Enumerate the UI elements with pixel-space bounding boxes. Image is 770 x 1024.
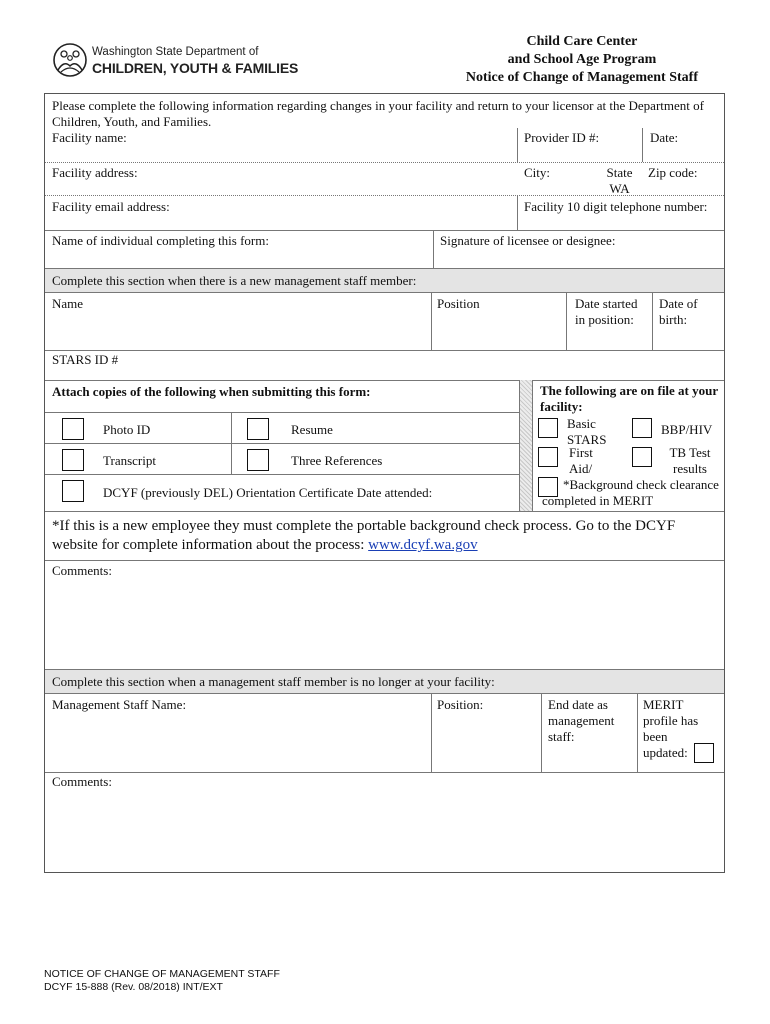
bbp-hiv-checkbox[interactable] xyxy=(632,418,652,438)
orientation-certificate-checkbox[interactable] xyxy=(62,480,84,502)
footer-form-title: NOTICE OF CHANGE OF MANAGEMENT STAFF xyxy=(44,968,280,980)
tb-test-label: TB Test results xyxy=(669,445,711,476)
date-field[interactable] xyxy=(642,128,724,162)
dcyf-website-link[interactable]: www.dcyf.wa.gov xyxy=(368,537,478,553)
resume-label: Resume xyxy=(291,422,333,437)
city-field[interactable] xyxy=(517,162,642,195)
form-title xyxy=(466,33,698,87)
date-started-field[interactable] xyxy=(566,293,652,350)
provider-id-field[interactable] xyxy=(517,128,642,162)
tb-test-checkbox[interactable] xyxy=(632,447,652,467)
attach-copies-heading: Attach copies of the following when submitting this form: xyxy=(52,384,371,399)
facility-name-field[interactable] xyxy=(45,128,517,162)
photo-id-checkbox[interactable] xyxy=(62,418,84,440)
facility-address-field[interactable] xyxy=(45,162,517,195)
footer-form-number: DCYF 15-888 (Rev. 08/2018) INT/EXT xyxy=(44,981,223,993)
facility-address-label: Facility address: xyxy=(52,165,138,180)
merit-updated-label: MERIT profile has been updated: xyxy=(643,697,699,760)
date-of-birth-field[interactable] xyxy=(652,293,724,350)
departing-position-field[interactable] xyxy=(431,694,541,772)
on-file-heading: The following are on file at your facility: xyxy=(540,383,718,414)
city-label: City: xyxy=(524,165,551,180)
departing-staff-section-header: Complete this section when a management staff member is no longer at your facility: xyxy=(52,674,495,689)
first-aid-label: First Aid/ xyxy=(569,445,593,476)
facility-email-field[interactable] xyxy=(45,195,517,230)
departing-comments-field[interactable] xyxy=(45,772,724,872)
zip-field[interactable] xyxy=(642,162,724,195)
agency-logo xyxy=(52,42,299,82)
end-date-field[interactable] xyxy=(541,694,637,772)
orientation-certificate-label: DCYF (previously DEL) Orientation Certificate Date attended: xyxy=(103,485,433,500)
new-staff-comments-label: Comments: xyxy=(52,563,112,578)
management-staff-name-field[interactable] xyxy=(45,694,431,772)
form-footer xyxy=(44,968,280,994)
new-staff-section-header: Complete this section when there is a new management staff member: xyxy=(52,273,417,288)
state-label-text: State xyxy=(606,165,633,180)
facility-email-label: Facility email address: xyxy=(52,199,170,214)
completer-name-label: Name of individual completing this form: xyxy=(52,233,269,248)
new-staff-name-label: Name xyxy=(52,296,84,311)
basic-stars-checkbox[interactable] xyxy=(538,418,558,438)
date-started-label: Date started in position: xyxy=(575,296,638,327)
state-value: WA xyxy=(609,181,630,196)
title-line1: Child Care Center xyxy=(526,34,638,49)
departing-position-label: Position: xyxy=(437,697,484,712)
basic-stars-label: Basic STARS xyxy=(567,416,607,446)
end-date-label: End date as management staff: xyxy=(548,697,615,744)
facility-phone-label: Facility 10 digit telephone number: xyxy=(524,199,708,214)
background-check-label: *Background check clearance completed in MERIT xyxy=(542,477,719,508)
new-staff-name-field[interactable] xyxy=(45,293,431,350)
title-line2: and School Age Program xyxy=(507,52,657,67)
stars-id-field[interactable] xyxy=(45,350,724,380)
background-check-notice xyxy=(52,517,717,555)
background-check-notice-text: *If this is a new employee they must complete the portable background check process. Go to the DCYF website for complete information about the process: xyxy=(52,518,676,553)
date-label: Date: xyxy=(650,130,679,145)
date-of-birth-label: Date of birth: xyxy=(659,296,698,327)
merit-updated-checkbox[interactable] xyxy=(694,743,714,763)
new-staff-comments-field[interactable] xyxy=(45,560,724,669)
first-aid-checkbox[interactable] xyxy=(538,447,558,467)
form-body xyxy=(44,93,725,873)
family-figures-icon xyxy=(52,42,88,78)
signature-field[interactable] xyxy=(433,230,724,268)
title-line3: Notice of Change of Management Staff xyxy=(465,70,698,85)
departing-comments-label: Comments: xyxy=(52,774,112,789)
intro-text: Please complete the following information regarding changes in your facility and return to your licensor at the Department of Children, Youth, and Families. xyxy=(52,98,704,129)
agency-name-line2: CHILDREN, YOUTH & FAMILIES xyxy=(92,60,299,76)
new-staff-position-label: Position xyxy=(437,296,480,311)
management-staff-name-label: Management Staff Name: xyxy=(52,697,187,712)
zip-label: Zip code: xyxy=(648,165,698,180)
new-staff-position-field[interactable] xyxy=(431,293,566,350)
facility-phone-field[interactable] xyxy=(517,195,724,230)
bbp-hiv-label: BBP/HIV xyxy=(661,422,713,437)
stars-id-label: STARS ID # xyxy=(52,352,119,367)
signature-label: Signature of licensee or designee: xyxy=(440,233,616,248)
agency-name-line1: Washington State Department of xyxy=(92,46,259,58)
three-references-checkbox[interactable] xyxy=(247,449,269,471)
transcript-label: Transcript xyxy=(103,453,156,468)
provider-id-label: Provider ID #: xyxy=(524,130,600,145)
photo-id-label: Photo ID xyxy=(103,422,151,437)
three-references-label: Three References xyxy=(291,453,383,468)
transcript-checkbox[interactable] xyxy=(62,449,84,471)
resume-checkbox[interactable] xyxy=(247,418,269,440)
facility-name-label: Facility name: xyxy=(52,130,127,145)
completer-name-field[interactable] xyxy=(45,230,433,268)
